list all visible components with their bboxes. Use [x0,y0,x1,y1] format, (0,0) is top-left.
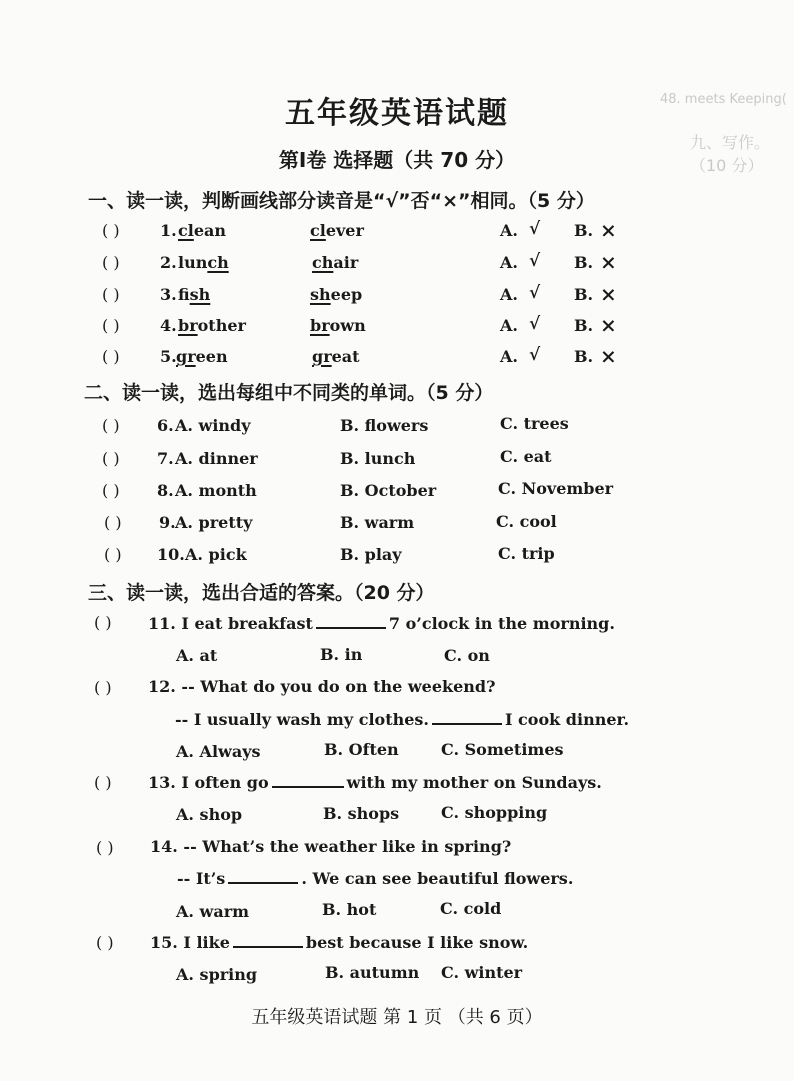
option-b: B. autumn [325,963,420,982]
word-2: chair [312,253,359,272]
question-number: 5. [160,347,177,366]
word-2: clever [310,221,364,240]
word-1: lunch [178,253,229,272]
answer-blank [316,613,386,629]
option-a-label: A. [500,347,518,366]
paper-subtitle: 第Ⅰ卷 选择题（共 70 分） [278,148,516,172]
option-b: B. Often [324,740,399,759]
question-number: 10. [157,545,185,564]
question-number: 7. [157,449,174,468]
option-c: C. cold [440,899,502,918]
answer-blank [233,932,303,948]
option-c: C. trees [500,414,569,433]
option-c: C. trip [498,544,555,563]
cross-mark-icon: × [600,344,617,368]
word-2: brown [310,316,366,335]
check-mark-icon: √ [529,345,541,365]
question-number: 3. [160,285,177,304]
section-heading-2: 二、读一读，选出每组中不同类的单词。（5 分） [84,382,494,404]
word-1: clean [178,221,227,240]
question-stem: 12. -- What do you do on the weekend? [148,677,496,696]
check-mark-icon: √ [529,219,541,239]
option-b-label: B. [574,221,594,240]
option-a: A. shop [176,805,243,824]
answer-paren: ( ) [94,773,112,792]
section-heading-1: 一、读一读，判断画线部分读音是“√”否“×”相同。（5 分） [88,190,595,212]
word-1: green [176,347,228,366]
option-c: C. cool [496,512,557,531]
option-a-label: A. [500,221,518,240]
option-a: A. Always [176,742,261,761]
option-a: A. month [175,481,257,500]
option-a: A. pick [185,545,247,564]
option-a: A. dinner [175,449,258,468]
word-2: great [312,347,360,366]
cross-mark-icon: × [600,313,617,337]
section-heading-3: 三、读一读，选出合适的答案。（20 分） [88,582,435,604]
option-b-label: B. [574,253,594,272]
option-a-label: A. [500,316,518,335]
question-number: 1. [160,221,177,240]
option-a: A. spring [176,965,258,984]
answer-paren: ( ) [102,221,120,240]
answer-paren: ( ) [104,545,122,564]
option-b: B. hot [322,900,377,919]
check-mark-icon: √ [529,283,541,303]
question-number: 9. [159,513,176,532]
word-1: brother [178,316,246,335]
question-number: 2. [160,253,177,272]
bleed-through-text: 48. meets Keeping( [660,92,787,107]
option-b: B. warm [340,513,415,532]
option-a: A. warm [176,902,250,921]
page-title: 五年级英语试题 [285,96,509,131]
option-c: C. Sometimes [441,740,564,759]
answer-blank [228,868,298,884]
option-c: C. winter [441,963,523,982]
question-stem: 13. I often go with my mother on Sundays. [148,773,602,792]
option-c: C. shopping [441,803,548,822]
question-number: 4. [160,316,177,335]
answer-paren: ( ) [102,449,120,468]
check-mark-icon: √ [529,314,541,334]
option-a-label: A. [500,253,518,272]
answer-paren: ( ) [94,678,112,697]
option-a: A. pretty [175,513,253,532]
check-mark-icon: √ [529,251,541,271]
question-line-2: -- It’s . We can see beautiful flowers. [177,869,574,888]
page-footer: 五年级英语试题 第 1 页 （共 6 页） [251,1007,543,1028]
option-b: B. flowers [340,416,429,435]
option-b: B. in [320,645,363,664]
option-a: A. windy [175,416,251,435]
question-number: 6. [157,416,174,435]
option-b: B. lunch [340,449,416,468]
question-line-2: -- I usually wash my clothes. I cook dinner. [175,710,630,729]
option-b-label: B. [574,285,594,304]
option-b: B. shops [323,804,400,823]
option-b: B. October [340,481,437,500]
answer-paren: ( ) [102,347,120,366]
option-c: C. eat [500,447,552,466]
question-number: 8. [157,481,174,500]
answer-blank [432,709,502,725]
word-2: sheep [310,285,363,304]
option-b-label: B. [574,347,594,366]
option-a-label: A. [500,285,518,304]
cross-mark-icon: × [600,250,617,274]
option-a: A. at [176,646,218,665]
answer-paren: ( ) [102,416,120,435]
answer-paren: ( ) [102,481,120,500]
cross-mark-icon: × [600,218,617,242]
option-c: C. on [444,646,490,665]
bleed-through-text: 九、写作。（10 分） [690,133,771,175]
word-1: fish [178,285,211,304]
answer-paren: ( ) [102,285,120,304]
answer-paren: ( ) [96,838,114,857]
question-stem: 15. I like best because I like snow. [150,933,529,952]
option-c: C. November [498,479,614,498]
answer-paren: ( ) [94,613,112,632]
answer-paren: ( ) [102,253,120,272]
cross-mark-icon: × [600,282,617,306]
answer-paren: ( ) [102,316,120,335]
option-b-label: B. [574,316,594,335]
question-stem: 14. -- What’s the weather like in spring? [150,837,512,856]
option-b: B. play [340,545,402,564]
answer-paren: ( ) [96,933,114,952]
question-stem: 11. I eat breakfast 7 o’clock in the morning. [148,614,615,633]
answer-paren: ( ) [104,513,122,532]
answer-blank [272,772,344,788]
